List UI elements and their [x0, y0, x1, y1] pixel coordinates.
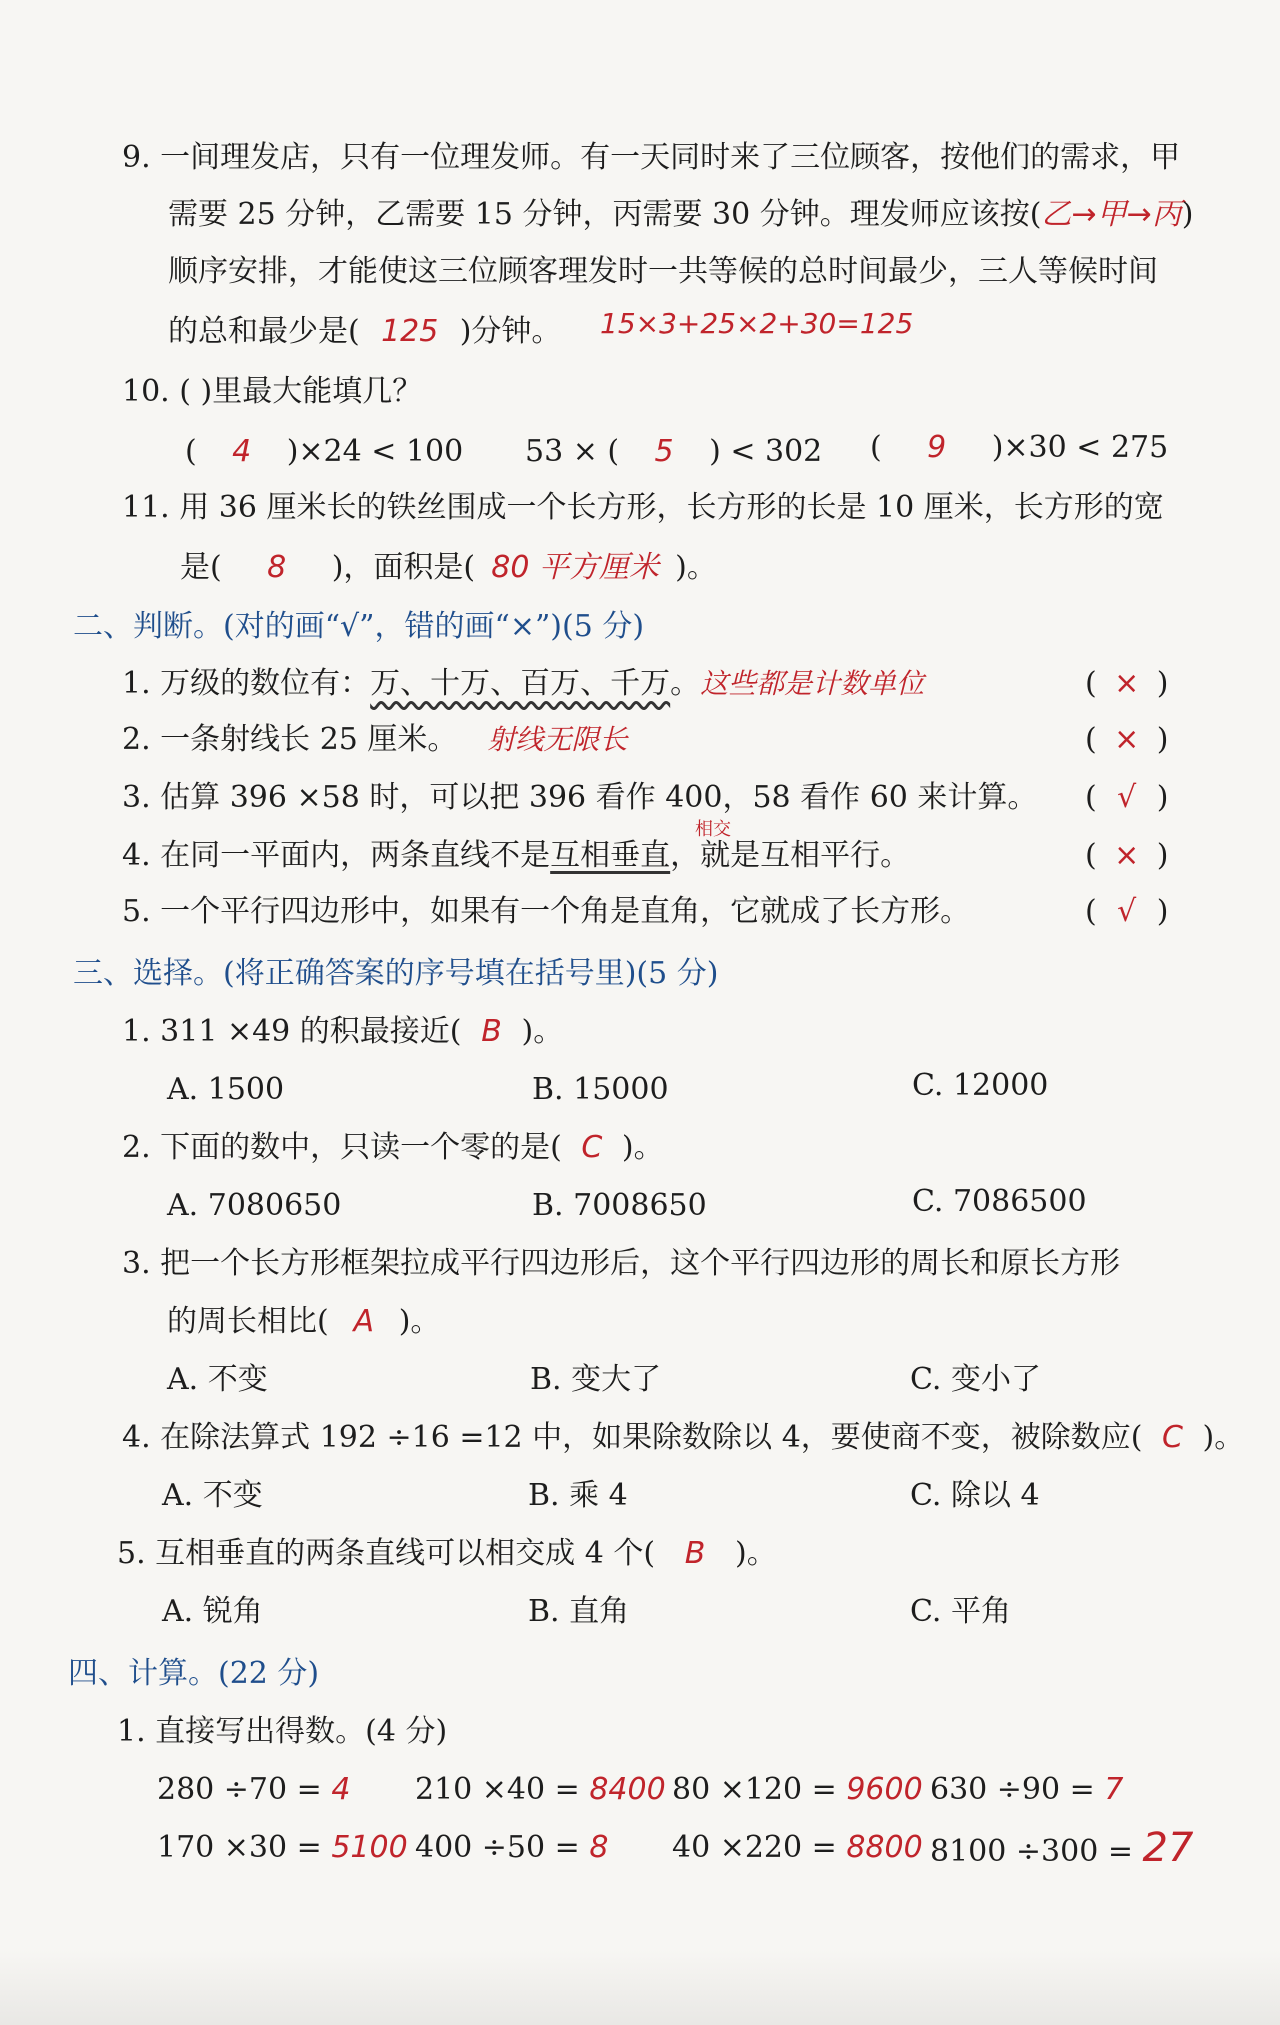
calc-expr: 630 ÷90 =: [930, 1772, 1095, 1807]
q9-line2-close: ): [1181, 197, 1194, 232]
choice-q2: [122, 1128, 664, 1168]
calc-r2-c1: [157, 1828, 408, 1868]
choice3-option-a: A. 不变: [167, 1362, 268, 1397]
calc-r2-c3: [672, 1828, 923, 1868]
choice-q3-line2: [167, 1302, 440, 1342]
calc-r2-c2: [415, 1828, 608, 1868]
calc-r1-c3: [672, 1770, 923, 1810]
calc-answer: 5100: [331, 1830, 408, 1865]
judge1-note: 这些都是计数单位: [700, 667, 925, 700]
q11-answer-width: 8: [267, 550, 287, 585]
calc-expr: 80 ×120 =: [672, 1772, 837, 1807]
calc-expr: 280 ÷70 =: [157, 1772, 322, 1807]
q11-line2: [180, 548, 717, 588]
choice3-answer: A: [353, 1304, 374, 1339]
calc-expr: 170 ×30 =: [157, 1830, 322, 1865]
choice1-end: )。: [521, 1014, 564, 1049]
choice2-stem: 2. 下面的数中，只读一个零的是(: [122, 1130, 562, 1165]
judge1-mark-box: ( × ): [1085, 664, 1168, 704]
calc-answer: 8800: [846, 1830, 923, 1865]
section3-title: 三、选择。(将正确答案的序号填在括号里)(5 分): [73, 956, 719, 991]
judge-item-3: 3. 估算 396 ×58 时，可以把 396 看作 400，58 看作 60 来计算。: [122, 780, 1038, 815]
choice3-stem: 的周长相比(: [167, 1304, 329, 1339]
choice4-option-a: A. 不变: [162, 1478, 263, 1513]
judge1-text: 1. 万级的数位有：: [122, 666, 371, 701]
choice5-stem: 5. 互相垂直的两条直线可以相交成 4 个(: [117, 1536, 656, 1571]
calc-expr: 400 ÷50 =: [415, 1830, 580, 1865]
judge5-mark: √: [1117, 894, 1137, 929]
q11-answer-area: 80 平方厘米: [491, 550, 659, 585]
calc-r1-c2: [415, 1770, 666, 1810]
calc-answer: 27: [1142, 1825, 1194, 1871]
judge4-underline: 互相垂直: [550, 838, 671, 873]
calc-answer: 8400: [589, 1772, 666, 1807]
q9-line4: [168, 312, 561, 352]
judge4-mark-box: ( × ): [1085, 836, 1168, 876]
judge-item-1: [122, 664, 924, 704]
q10-e2-open: 53 × (: [525, 434, 620, 469]
judge4-mark: ×: [1114, 838, 1140, 873]
judge4-text: 4. 在同一平面内，两条直线不是: [122, 838, 551, 873]
q11-close: )。: [675, 550, 717, 585]
q9-line2: [168, 195, 1193, 235]
bottom-shade: [0, 1950, 1280, 2025]
choice5-end: )。: [735, 1536, 777, 1571]
q9-line1: 9. 一间理发店，只有一位理发师。有一天同时来了三位顾客，按他们的需求，甲: [122, 140, 1181, 175]
choice1-answer: B: [481, 1014, 502, 1049]
judge2-text: 2. 一条射线长 25 厘米。: [122, 722, 458, 757]
q10-e3-open: (: [870, 430, 882, 465]
choice3-option-c: C. 变小了: [910, 1362, 1041, 1397]
judge2-mark: ×: [1114, 722, 1140, 757]
choice1-option-a: A. 1500: [167, 1072, 285, 1107]
calc-answer: 4: [331, 1772, 351, 1807]
q9-answer-order: 乙→甲→丙: [1041, 197, 1182, 232]
calc-expr: 8100 ÷300 =: [930, 1834, 1133, 1869]
judge2-mark-box: ( × ): [1085, 720, 1168, 760]
q10-title: 10. ( )里最大能填几？: [122, 374, 423, 409]
judge2-note: 射线无限长: [487, 723, 628, 756]
judge5-mark-box: ( √ ): [1085, 892, 1168, 932]
choice-q4: [122, 1418, 1244, 1458]
calc-expr: 40 ×220 =: [672, 1830, 837, 1865]
judge3-mark-box: ( √ ): [1085, 778, 1168, 818]
choice2-option-b: B. 7008650: [532, 1188, 707, 1223]
q9-line2-text: 需要 25 分钟，乙需要 15 分钟，丙需要 30 分钟。理发师应该按(: [168, 197, 1042, 232]
choice4-end: )。: [1202, 1420, 1245, 1455]
choice5-answer: B: [684, 1536, 706, 1571]
choice1-option-b: B. 15000: [532, 1072, 669, 1107]
choice2-option-a: A. 7080650: [167, 1188, 342, 1223]
q10-expr3: [870, 428, 1168, 468]
choice1-stem: 1. 311 ×49 的积最接近(: [122, 1014, 462, 1049]
judge1-mark: ×: [1114, 666, 1140, 701]
section4-title: 四、计算。(22 分): [68, 1656, 320, 1691]
calc-sub1: 1. 直接写出得数。(4 分): [117, 1714, 448, 1749]
q10-expr1: [185, 432, 463, 472]
q9-line4-text: 的总和最少是(: [168, 314, 360, 349]
judge-item-5: 5. 一个平行四边形中，如果有一个角是直角，它就成了长方形。: [122, 894, 971, 929]
choice1-option-c: C. 12000: [912, 1068, 1049, 1103]
q10-e1-rest: )×24 < 100: [286, 434, 464, 469]
judge4-note: 相交: [695, 819, 731, 840]
q11-mid: )，面积是(: [331, 550, 476, 585]
q10-e1-answer: 4: [232, 434, 252, 469]
q10-e2-rest: ) < 302: [709, 434, 823, 469]
judge3-mark: √: [1117, 780, 1137, 815]
choice2-answer: C: [581, 1130, 603, 1165]
choice-q1: [122, 1012, 563, 1052]
calc-answer: 7: [1104, 1772, 1124, 1807]
q9-answer-total: 125: [381, 314, 439, 349]
q9-line3: 顺序安排，才能使这三位顾客理发时一共等候的总时间最少，三人等候时间: [168, 254, 1158, 289]
choice4-option-c: C. 除以 4: [910, 1478, 1040, 1513]
judge-item-4: [122, 836, 910, 876]
judge1-underline: 万、十万、百万、千万: [370, 666, 671, 701]
judge1-post: 。: [670, 666, 701, 701]
q10-e2-answer: 5: [654, 434, 674, 469]
choice4-stem: 4. 在除法算式 192 ÷16 =12 中，如果除数除以 4，要使商不变，被除数应(: [122, 1420, 1143, 1455]
q10-e3-answer: 9: [927, 430, 947, 465]
judge-item-2: [122, 720, 627, 760]
choice4-option-b: B. 乘 4: [528, 1478, 628, 1513]
choice2-option-c: C. 7086500: [912, 1184, 1087, 1219]
choice5-option-b: B. 直角: [528, 1594, 630, 1629]
section2-title: 二、判断。(对的画“√”，错的画“×”)(5 分): [73, 609, 645, 644]
calc-r1-c4: [930, 1770, 1123, 1810]
choice3-end: )。: [398, 1304, 441, 1339]
calc-answer: 9600: [846, 1772, 923, 1807]
judge4-post: ，就是互相平行。: [670, 838, 911, 873]
calc-answer: 8: [589, 1830, 609, 1865]
calc-expr: 210 ×40 =: [415, 1772, 580, 1807]
q10-e3-rest: )×30 < 275: [991, 430, 1169, 465]
choice4-answer: C: [1162, 1420, 1183, 1455]
q9-line4-end: )分钟。: [459, 314, 562, 349]
q11-line1: 11. 用 36 厘米长的铁丝围成一个长方形，长方形的长是 10 厘米，长方形的宽: [122, 490, 1164, 525]
choice3-option-b: B. 变大了: [530, 1362, 662, 1397]
q10-e1-open: (: [185, 434, 197, 469]
calc-r1-c1: [157, 1770, 350, 1810]
q11-open1: 是(: [180, 550, 222, 585]
choice2-end: )。: [621, 1130, 664, 1165]
choice-q5: [117, 1534, 777, 1574]
q10-expr2: [525, 432, 822, 472]
q9-work: 15×3+25×2+30=125: [600, 307, 914, 340]
choice5-option-a: A. 锐角: [162, 1594, 263, 1629]
choice-q3-line1: 3. 把一个长方形框架拉成平行四边形后，这个平行四边形的周长和原长方形: [122, 1246, 1121, 1281]
choice5-option-c: C. 平角: [910, 1594, 1011, 1629]
calc-r2-c4: [930, 1825, 1194, 1872]
